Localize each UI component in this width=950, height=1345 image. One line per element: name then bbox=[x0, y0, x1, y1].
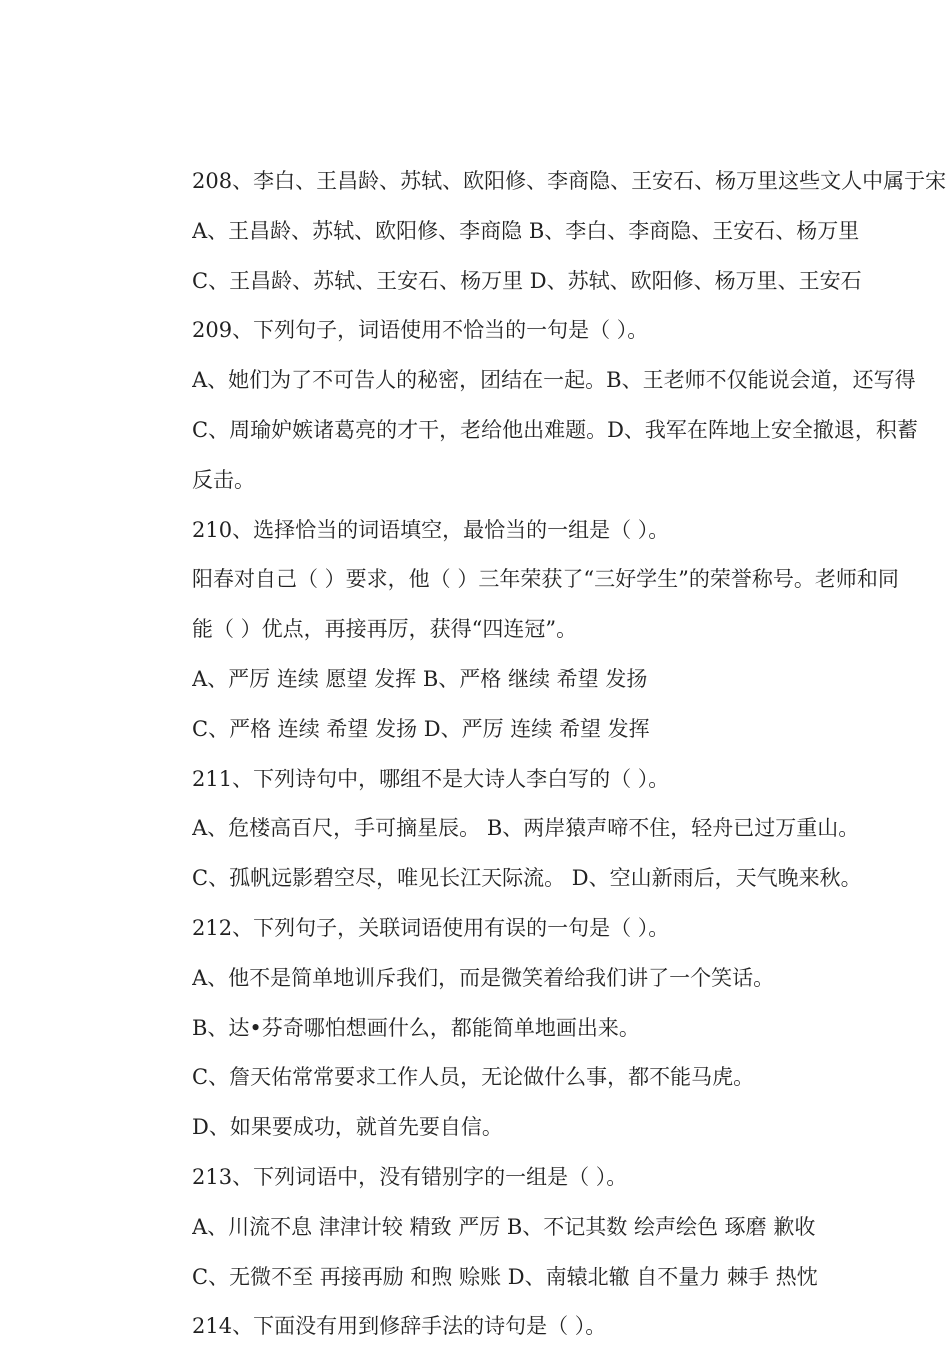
question-text-block bbox=[192, 163, 950, 1345]
text-line: C、孤帆远影碧空尽，唯见长江天际流。 D、空山新雨后，天气晚来秋。 bbox=[192, 866, 862, 891]
text-line: 212、下列句子，关联词语使用有误的一句是（ ）。 bbox=[192, 915, 670, 940]
text-line: C、周瑜妒嫉诸葛亮的才干，老给他出难题。D、我军在阵地上安全撤退，积蓄 bbox=[192, 417, 918, 442]
text-line: A、他不是简单地训斥我们，而是微笑着给我们讲了一个笑话。 bbox=[192, 965, 775, 990]
text-line: 能（ ）优点，再接再厉，获得“四连冠”。 bbox=[192, 617, 578, 642]
text-line: C、詹天佑常常要求工作人员，无论做什么事，都不能马虎。 bbox=[192, 1065, 755, 1090]
text-line: 211、下列诗句中，哪组不是大诗人李白写的（ ）。 bbox=[192, 766, 670, 791]
text-line: D、如果要成功，就首先要自信。 bbox=[192, 1115, 503, 1140]
text-line: A、王昌龄、苏轼、欧阳修、李商隐 B、李白、李商隐、王安石、杨万里 bbox=[192, 218, 860, 243]
text-line: A、她们为了不可告人的秘密，团结在一起。B、王老师不仅能说会道，还写得 bbox=[192, 368, 916, 393]
text-line: B、达•芬奇哪怕想画什么，都能简单地画出来。 bbox=[192, 1015, 640, 1040]
text-line: 209、下列句子，词语使用不恰当的一句是（ ）。 bbox=[192, 318, 649, 343]
text-line: C、无微不至 再接再励 和煦 赊账 D、南辕北辙 自不量力 棘手 热忱 bbox=[192, 1264, 818, 1289]
text-line: 213、下列词语中，没有错别字的一组是（ ）。 bbox=[192, 1164, 628, 1189]
text-line: A、严厉 连续 愿望 发挥 B、严格 继续 希望 发扬 bbox=[192, 666, 648, 691]
text-line: A、危楼高百尺，手可摘星辰。 B、两岸猿声啼不住，轻舟已过万重山。 bbox=[192, 816, 860, 841]
text-line: 214、下面没有用到修辞手法的诗句是（ ）。 bbox=[192, 1314, 607, 1339]
text-line: 210、选择恰当的词语填空，最恰当的一组是（ ）。 bbox=[192, 517, 670, 542]
text-line: C、王昌龄、苏轼、王安石、杨万里 D、苏轼、欧阳修、杨万里、王安石 bbox=[192, 268, 862, 293]
text-line: A、川流不息 津津计较 精致 严厉 B、不记其数 绘声绘色 琢磨 歉收 bbox=[192, 1214, 816, 1239]
text-line: 阳春对自己（ ）要求，他（ ）三年荣获了“三好学生”的荣誉称号。老师和同 bbox=[192, 567, 899, 592]
text-line: C、严格 连续 希望 发扬 D、严厉 连续 希望 发挥 bbox=[192, 716, 650, 741]
text-line: 208、李白、王昌龄、苏轼、欧阳修、李商隐、王安石、杨万里这些文人中属于宋 bbox=[192, 169, 947, 193]
text-line: 反击。 bbox=[192, 467, 255, 492]
